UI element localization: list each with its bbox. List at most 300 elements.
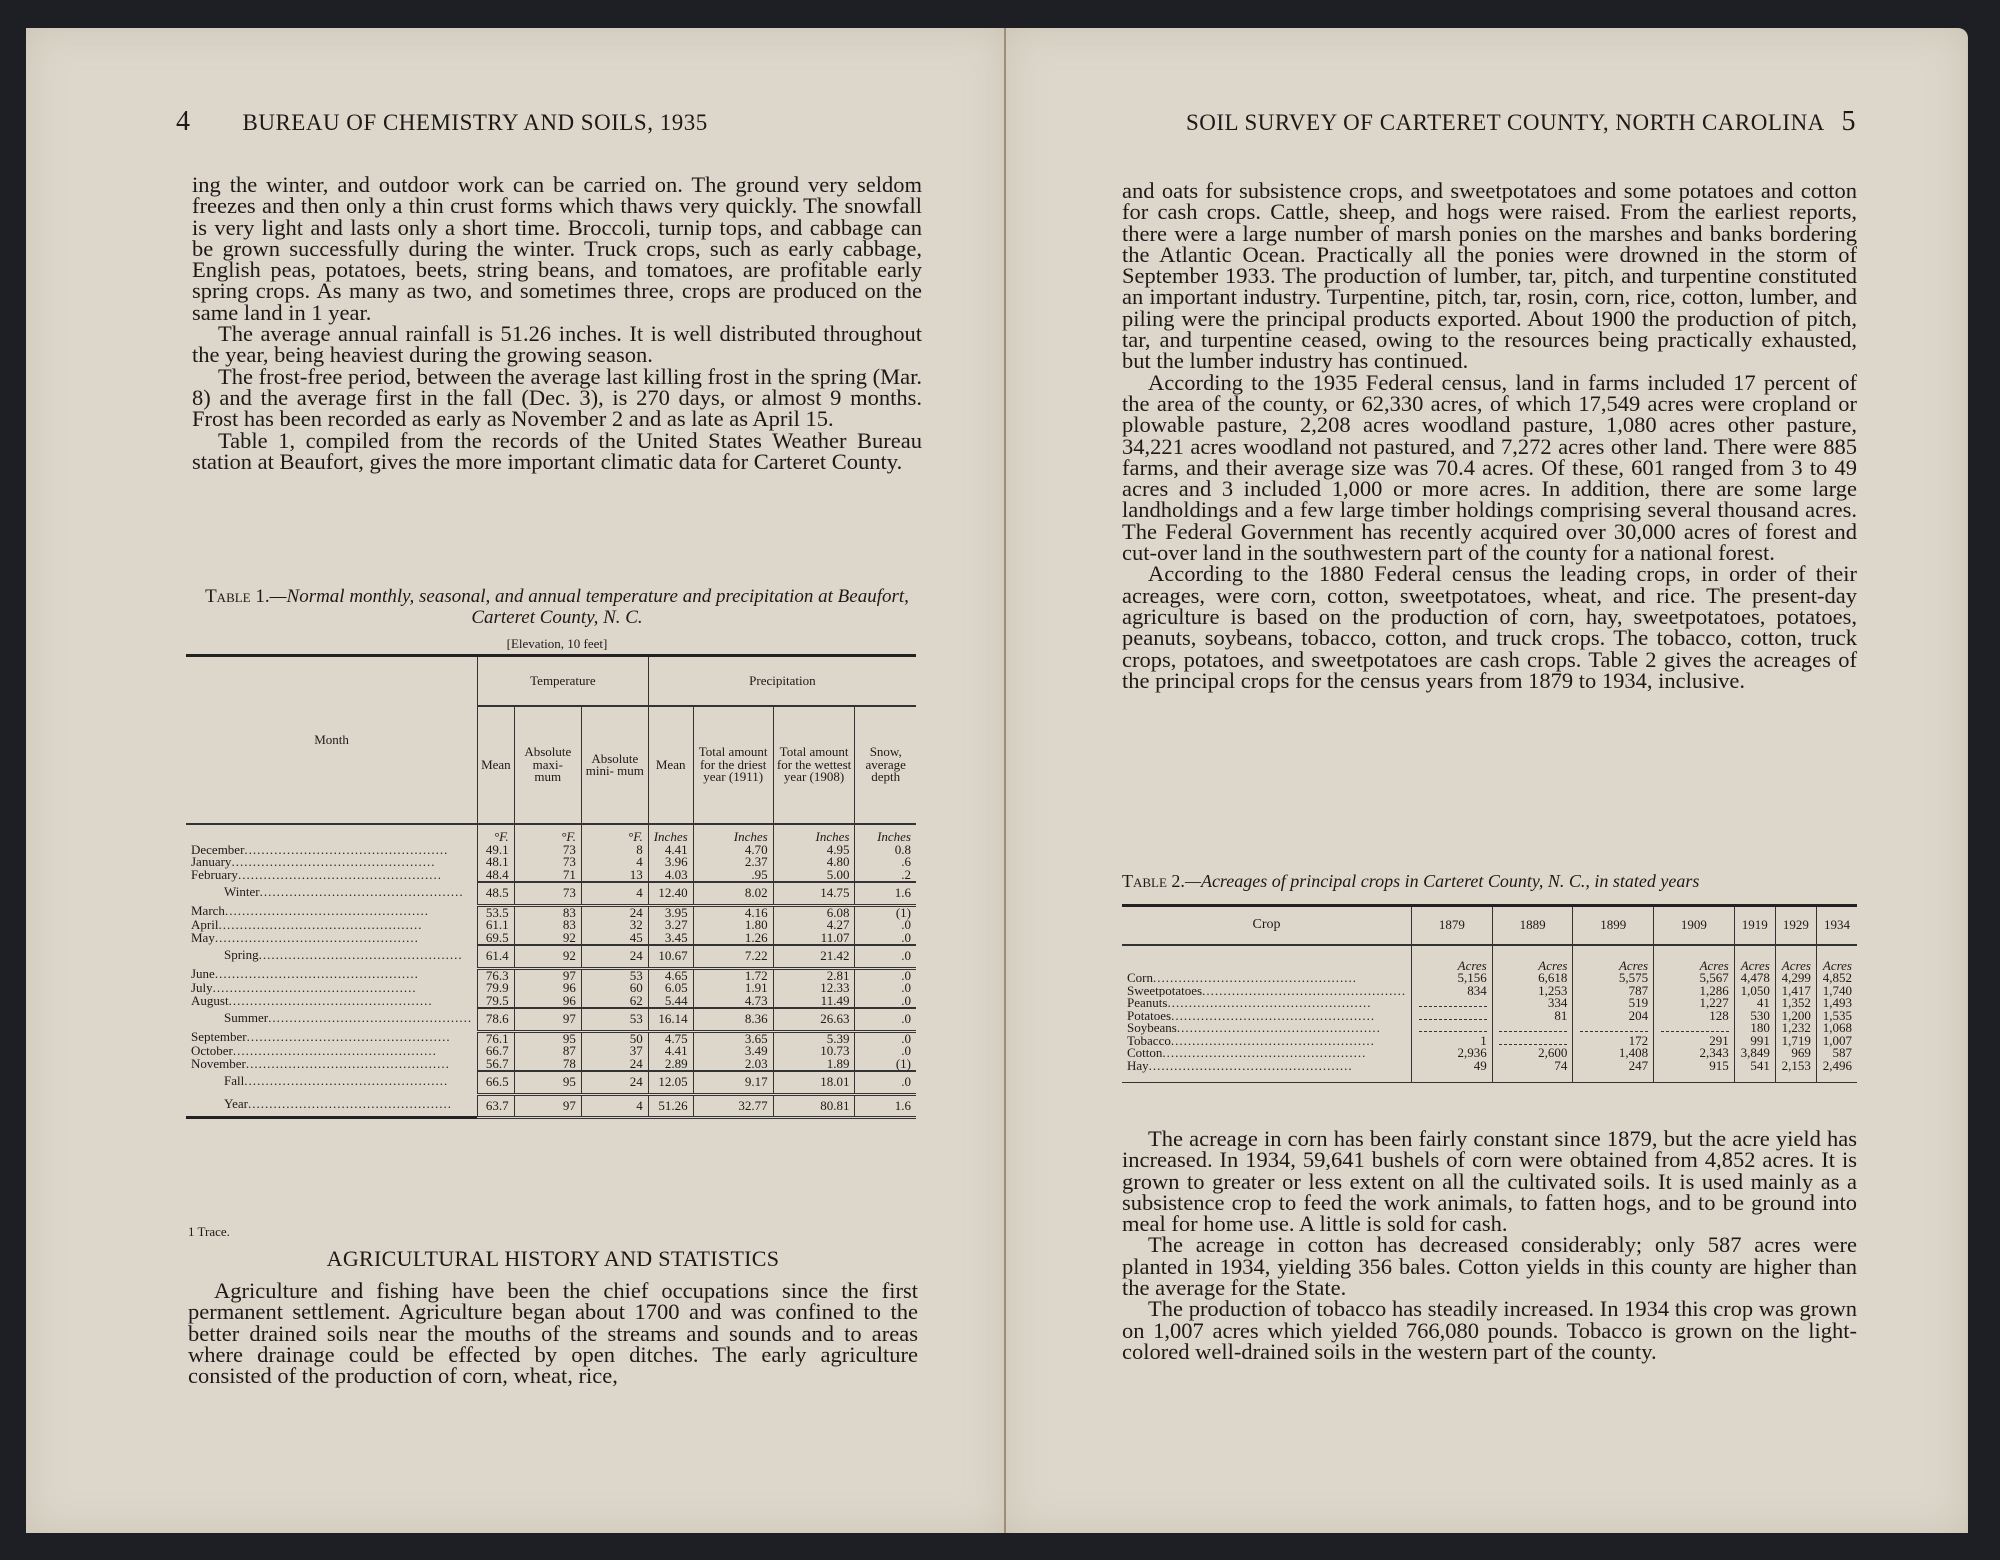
running-head-title: SOIL SURVEY OF CARTERET COUNTY, NORTH CAROLINA <box>1186 110 1825 135</box>
running-head-right <box>1186 106 1856 138</box>
acreage-cell: 834 <box>1412 985 1493 998</box>
acreage-cell: 969 <box>1775 1047 1816 1060</box>
value-cell: 56.7 <box>478 1058 515 1072</box>
value-cell: 10.67 <box>648 945 693 968</box>
col-header: Mean <box>478 706 515 824</box>
value-cell: 13 <box>581 869 648 883</box>
value-cell: 53.5 <box>478 905 515 919</box>
value-cell: 8.36 <box>693 1008 773 1031</box>
value-cell: 76.1 <box>478 1031 515 1045</box>
acreage-cell: 1,535 <box>1816 1010 1857 1023</box>
leader-dots <box>248 1096 452 1111</box>
value-cell: 4.03 <box>648 869 693 883</box>
value-cell: 24 <box>581 1058 648 1072</box>
value-cell: .95 <box>693 869 773 883</box>
value-cell: 4 <box>581 882 648 905</box>
value-cell: 3.95 <box>648 905 693 919</box>
crop-name: Hay <box>1127 1059 1149 1073</box>
acreage-cell: 1,352 <box>1775 997 1816 1010</box>
value-cell: 2.37 <box>693 856 773 869</box>
month-row <box>186 869 916 883</box>
value-cell: 1.91 <box>693 982 773 995</box>
value-cell: 11.49 <box>773 995 855 1009</box>
season-row <box>186 1008 916 1031</box>
leader-dots <box>246 1058 450 1071</box>
month-row <box>186 1058 916 1072</box>
value-cell: 73 <box>514 882 581 905</box>
acreage-cell: 3,849 <box>1734 1047 1775 1060</box>
row-label-text: Fall <box>224 1073 245 1088</box>
crop-row <box>1122 1010 1857 1023</box>
value-cell: 79.9 <box>478 982 515 995</box>
value-cell: 95 <box>514 1031 581 1045</box>
col-header: Mean <box>648 706 693 824</box>
value-cell: 3.96 <box>648 856 693 869</box>
table1-subcaption: [Elevation, 10 feet] <box>506 636 608 651</box>
month-row <box>186 905 916 919</box>
season-row <box>186 945 916 968</box>
acreage-cell: 204 <box>1573 1010 1654 1023</box>
crop-name: Sweetpotatoes <box>1127 984 1203 997</box>
value-cell: 6.08 <box>773 905 855 919</box>
acreage-cell: 2,153 <box>1775 1060 1816 1083</box>
row-label <box>186 1071 478 1094</box>
value-cell: 79.5 <box>478 995 515 1009</box>
leader-dots <box>1202 985 1406 998</box>
unit-cell: Acres <box>1654 945 1735 973</box>
month-row <box>186 968 916 982</box>
units-row <box>1122 945 1857 973</box>
month-row <box>186 856 916 869</box>
leader-dots <box>1153 972 1357 985</box>
unit-cell: Acres <box>1412 945 1493 973</box>
left-page <box>26 28 1006 1533</box>
value-cell: 14.75 <box>773 882 855 905</box>
value-cell: 16.14 <box>648 1008 693 1031</box>
table1-label: Table 1. <box>205 586 270 607</box>
col-header-crop: Crop <box>1122 906 1412 945</box>
paragraph: The acreage in corn has been fairly constant since 1879, but the acre yield has increased. In 1934, 59,641 bushels of corn were obtained from 4,852 acres. It is grown to greater or less extent on all the cultivated soils. It is used mainly as a subsistence crop to feed the work animals, to fatten hogs, and to be ground into meal for home use. A little is sold for cash. <box>1122 1126 1857 1237</box>
crop-row <box>1122 1022 1857 1035</box>
col-header-year: 1929 <box>1775 906 1816 945</box>
col-header-year: 1919 <box>1734 906 1775 945</box>
value-cell: 48.4 <box>478 869 515 883</box>
acreage-cell: 1,286 <box>1654 985 1735 998</box>
value-cell: 97 <box>514 1094 581 1118</box>
row-label <box>186 1058 478 1072</box>
crop-label <box>1122 997 1412 1010</box>
value-cell: 26.63 <box>773 1008 855 1031</box>
left-body-text <box>192 174 922 472</box>
acreage-cell: 519 <box>1573 997 1654 1010</box>
crop-label <box>1122 985 1412 998</box>
value-cell: 73 <box>514 844 581 857</box>
value-cell: 62 <box>581 995 648 1009</box>
paragraph: The frost-free period, between the average last killing frost in the spring (Mar. 8) and the average first in the fall (Dec. 3), is 270 days, or almost 9 months. Frost has been recorded as early as November 2 and as late as April 15. <box>192 363 922 432</box>
month-row <box>186 982 916 995</box>
value-cell: 95 <box>514 1071 581 1094</box>
season-row <box>186 1071 916 1094</box>
acreage-cell: 6,618 <box>1492 972 1573 985</box>
value-cell: 9.17 <box>693 1071 773 1094</box>
unit-cell: Acres <box>1573 945 1654 973</box>
crop-name: Cotton <box>1127 1047 1163 1060</box>
value-cell: 53 <box>581 1008 648 1031</box>
leader-dots <box>1171 1035 1375 1048</box>
leader-dots <box>259 947 463 962</box>
leader-dots <box>1167 997 1371 1010</box>
table2-title: —Acreages of principal crops in Carteret County, N. C., in stated years <box>1184 871 1700 891</box>
leader-dots <box>247 1031 451 1044</box>
value-cell: 18.01 <box>773 1071 855 1094</box>
value-cell: 92 <box>514 945 581 968</box>
value-cell: .0 <box>855 995 916 1009</box>
month-row <box>186 932 916 946</box>
paragraph: According to the 1880 Federal census the leading crops, in order of their acreages, were corn, cotton, sweetpotatoes, wheat, and rice. The present-day agriculture is based on the production of corn, hay, sweetpotatoes, potatoes, peanuts, soybeans, tobacco, cotton, and truck crops. The tobacco, cotton, truck crops, potatoes, and sweetpotatoes are cash crops. Table 2 gives the acreages of the principal crops for the census years from 1879 to 1934, inclusive. <box>1122 561 1857 693</box>
season-row <box>186 882 916 905</box>
acreage-cell: 1,227 <box>1654 997 1735 1010</box>
value-cell: 96 <box>514 982 581 995</box>
value-cell: 7.22 <box>693 945 773 968</box>
value-cell: 3.27 <box>648 919 693 932</box>
acreage-cell: 2,496 <box>1816 1060 1857 1083</box>
acreage-cell: 172 <box>1573 1035 1654 1048</box>
leader-dots <box>1162 1047 1366 1060</box>
month-row <box>186 844 916 857</box>
value-cell: .0 <box>855 932 916 946</box>
crop-label <box>1122 1060 1412 1083</box>
acreage-cell <box>1492 1022 1573 1035</box>
crop-label <box>1122 1010 1412 1023</box>
acreage-cell: 1 <box>1412 1035 1493 1048</box>
page-number: 4 <box>176 106 191 137</box>
value-cell: 3.45 <box>648 932 693 946</box>
value-cell: 8.02 <box>693 882 773 905</box>
crop-name: Tobacco <box>1127 1034 1171 1047</box>
value-cell: 61.1 <box>478 919 515 932</box>
acreage-cell: 1,719 <box>1775 1035 1816 1048</box>
value-cell: .0 <box>855 982 916 995</box>
value-cell: 4 <box>581 1094 648 1118</box>
value-cell: 32 <box>581 919 648 932</box>
leader-dots <box>1177 1022 1381 1035</box>
value-cell: 1.89 <box>773 1058 855 1072</box>
units-label <box>1122 945 1412 973</box>
table1-caption <box>192 586 922 628</box>
row-label-text: September <box>191 1031 247 1044</box>
value-cell: 6.05 <box>648 982 693 995</box>
col-header-year: 1934 <box>1816 906 1857 945</box>
value-cell: 87 <box>514 1045 581 1058</box>
row-label-text: August <box>191 994 229 1008</box>
right-body-text <box>1122 180 1857 691</box>
value-cell: 80.81 <box>773 1094 855 1118</box>
unit-cell: °F. <box>581 824 648 844</box>
year-row <box>186 1094 916 1118</box>
paragraph: Agriculture and fishing have been the chief occupations since the first permanent settlement. Agriculture began about 1700 and was confined to the better drained soils near the mouths of the streams and sounds and to areas where drainage could be effected by open ditches. The early agriculture consisted of the production of corn, wheat, rice, <box>188 1278 918 1389</box>
acreage-cell: 587 <box>1816 1047 1857 1060</box>
acreage-cell <box>1412 997 1493 1010</box>
acreage-cell: 291 <box>1654 1035 1735 1048</box>
row-label-text: March <box>191 905 225 918</box>
value-cell: 73 <box>514 856 581 869</box>
crop-row <box>1122 1060 1857 1083</box>
row-label <box>186 968 478 982</box>
units-row <box>186 824 916 844</box>
acreage-cell: 5,156 <box>1412 972 1493 985</box>
leader-dots <box>225 905 429 918</box>
value-cell: 4.65 <box>648 968 693 982</box>
acreage-cell: 1,253 <box>1492 985 1573 998</box>
row-label <box>186 982 478 995</box>
acreage-cell: 1,408 <box>1573 1047 1654 1060</box>
value-cell: 63.7 <box>478 1094 515 1118</box>
value-cell: 2.89 <box>648 1058 693 1072</box>
leader-dots <box>215 968 419 981</box>
value-cell: 71 <box>514 869 581 883</box>
value-cell: .0 <box>855 968 916 982</box>
value-cell: 97 <box>514 1008 581 1031</box>
acreage-cell: 49 <box>1412 1060 1493 1083</box>
value-cell: 4.95 <box>773 844 855 857</box>
crop-label <box>1122 972 1412 985</box>
month-row <box>186 1045 916 1058</box>
paragraph: Table 1, compiled from the records of the United States Weather Bureau station at Beaufort, gives the more important climatic data for Carteret County. <box>192 427 922 474</box>
value-cell: 53 <box>581 968 648 982</box>
row-label-text: February <box>191 868 238 882</box>
acreage-cell: 991 <box>1734 1035 1775 1048</box>
value-cell: .0 <box>855 1031 916 1045</box>
paragraph: The production of tobacco has steadily increased. In 1934 this crop was grown on 1,007 acres which yielded 766,080 pounds. Tobacco is grown on the light-colored well-drained soils in the western part of the county. <box>1122 1296 1857 1364</box>
crop-name: Corn <box>1127 972 1153 985</box>
value-cell: 66.5 <box>478 1071 515 1094</box>
paragraph: ing the winter, and outdoor work can be carried on. The ground very seldom freezes and then only a thin crust forms which thaws very quickly. The snowfall is very light and lasts only a short time. Broccoli, turnip tops, and cabbage can be grown successfully during the winter. Truck crops, such as early cabbage, English peas, potatoes, beets, string beans, and tomatoes, are profitable early spring crops. As many as two, and sometimes three, crops are produced on the same land in 1 year. <box>192 172 922 325</box>
acreage-cell: 1,050 <box>1734 985 1775 998</box>
value-cell: 50 <box>581 1031 648 1045</box>
value-cell: (1) <box>855 1058 916 1072</box>
value-cell: 96 <box>514 995 581 1009</box>
acreage-cell: 4,852 <box>1816 972 1857 985</box>
leader-dots <box>244 1073 448 1088</box>
value-cell: 24 <box>581 905 648 919</box>
leader-dots <box>218 919 422 932</box>
row-label <box>186 995 478 1009</box>
value-cell: 11.07 <box>773 932 855 946</box>
acreage-cell: 1,232 <box>1775 1022 1816 1035</box>
leader-dots <box>244 844 448 857</box>
col-header-year: 1889 <box>1492 906 1573 945</box>
value-cell: 4.75 <box>648 1031 693 1045</box>
col-header-year: 1909 <box>1654 906 1735 945</box>
value-cell: 5.39 <box>773 1031 855 1045</box>
row-label-text: Year <box>224 1096 248 1111</box>
value-cell: 83 <box>514 905 581 919</box>
col-header: Absolute maxi- mum <box>514 706 581 824</box>
acreage-cell: 2,343 <box>1654 1047 1735 1060</box>
leader-dots <box>215 932 419 945</box>
row-label-text: July <box>191 982 213 995</box>
acreage-cell <box>1412 1010 1493 1023</box>
section-heading: AGRICULTURAL HISTORY AND STATISTICS <box>326 1246 780 1271</box>
table2-label: Table 2. <box>1122 871 1185 891</box>
value-cell: 4.41 <box>648 844 693 857</box>
value-cell: 48.1 <box>478 856 515 869</box>
no-data-dash <box>1580 1023 1648 1032</box>
value-cell: 1.6 <box>855 882 916 905</box>
table1-title: —Normal monthly, seasonal, and annual temperature and precipitation at Beaufort, Carteret County, N. C. <box>269 586 909 628</box>
unit-cell: Acres <box>1492 945 1573 973</box>
value-cell: 78 <box>514 1058 581 1072</box>
no-data-dash <box>1419 998 1487 1007</box>
row-label <box>186 1008 478 1031</box>
value-cell: 8 <box>581 844 648 857</box>
acreage-cell: 530 <box>1734 1010 1775 1023</box>
acreage-cell: 915 <box>1654 1060 1735 1083</box>
unit-cell: Inches <box>773 824 855 844</box>
acreage-cell: 81 <box>1492 1010 1573 1023</box>
acreage-cell: 41 <box>1734 997 1775 1010</box>
value-cell: 66.7 <box>478 1045 515 1058</box>
value-cell: 2.03 <box>693 1058 773 1072</box>
value-cell: 12.40 <box>648 882 693 905</box>
acreage-cell: 5,567 <box>1654 972 1735 985</box>
value-cell: 4.70 <box>693 844 773 857</box>
value-cell: 48.5 <box>478 882 515 905</box>
month-row <box>186 1031 916 1045</box>
value-cell: 4 <box>581 856 648 869</box>
row-label <box>186 919 478 932</box>
acreage-cell: 4,478 <box>1734 972 1775 985</box>
leader-dots <box>260 884 464 899</box>
no-data-dash <box>1499 1036 1567 1045</box>
crop-row <box>1122 1047 1857 1060</box>
row-label <box>186 1031 478 1045</box>
row-label <box>186 932 478 946</box>
row-label <box>186 882 478 905</box>
value-cell: 97 <box>514 968 581 982</box>
row-label <box>186 844 478 857</box>
value-cell: 32.77 <box>693 1094 773 1118</box>
acreage-cell: 2,600 <box>1492 1047 1573 1060</box>
value-cell: .6 <box>855 856 916 869</box>
leader-dots <box>213 982 417 995</box>
row-label-text: October <box>191 1045 233 1058</box>
acreage-cell: 1,417 <box>1775 985 1816 998</box>
row-label <box>186 856 478 869</box>
leader-dots <box>238 869 442 882</box>
no-data-dash <box>1419 1011 1487 1020</box>
no-data-dash <box>1661 1023 1729 1032</box>
table1-climate <box>186 654 916 1119</box>
value-cell: 51.26 <box>648 1094 693 1118</box>
crop-label <box>1122 1047 1412 1060</box>
acreage-cell: 128 <box>1654 1010 1735 1023</box>
unit-cell: Acres <box>1816 945 1857 973</box>
acreage-cell: 5,575 <box>1573 972 1654 985</box>
value-cell: (1) <box>855 905 916 919</box>
unit-cell: Inches <box>855 824 916 844</box>
paragraph: The average annual rainfall is 51.26 inches. It is well distributed throughout the year, being heaviest during the growing season. <box>192 321 922 368</box>
unit-cell: Acres <box>1734 945 1775 973</box>
acreage-cell: 541 <box>1734 1060 1775 1083</box>
value-cell: 12.33 <box>773 982 855 995</box>
row-label-text: May <box>191 931 215 945</box>
value-cell: 4.80 <box>773 856 855 869</box>
acreage-cell: 1,493 <box>1816 997 1857 1010</box>
value-cell: 1.72 <box>693 968 773 982</box>
value-cell: 45 <box>581 932 648 946</box>
value-cell: .0 <box>855 919 916 932</box>
leader-dots <box>231 856 435 869</box>
value-cell: 12.05 <box>648 1071 693 1094</box>
acreage-cell: 334 <box>1492 997 1573 1010</box>
unit-cell: °F. <box>514 824 581 844</box>
row-label-text: December <box>191 843 245 856</box>
unit-cell: Inches <box>648 824 693 844</box>
paragraph: and oats for subsistence crops, and sweetpotatoes and some potatoes and cotton for cash crops. Cattle, sheep, and hogs were raised. From the earliest reports, there were a large number of marsh ponies on the marshes and banks bordering the Atlantic Ocean. Practically all the ponies were drowned in the storm of September 1933. The production of lumber, tar, pitch, and turpentine constituted an important industry. Turpentine, pitch, tar, rosin, corn, rice, cotton, lumber, and piling were the principal products exported. About 1900 the production of pitch, tar, and turpentine ceased, owing to the resources being practically exhausted, but the lumber industry has continued. <box>1122 178 1857 374</box>
table2-crop-acreages <box>1122 904 1857 1083</box>
row-label-text: Summer <box>224 1010 269 1025</box>
no-data-dash <box>1419 1023 1487 1032</box>
running-head-left <box>176 106 926 138</box>
row-label-text: June <box>191 968 215 981</box>
crop-name: Soybeans <box>1127 1022 1177 1035</box>
no-data-dash <box>1499 1023 1567 1032</box>
crop-name: Peanuts <box>1127 997 1168 1010</box>
col-header-month: Month <box>186 656 478 825</box>
leader-dots <box>229 995 433 1008</box>
value-cell: 92 <box>514 932 581 946</box>
right-page <box>1006 28 1968 1533</box>
value-cell: 4.73 <box>693 995 773 1009</box>
acreage-cell: 180 <box>1734 1022 1775 1035</box>
month-row <box>186 995 916 1009</box>
row-label <box>186 869 478 883</box>
col-group-temperature: Temperature <box>478 656 649 707</box>
row-label-text: Spring <box>224 947 259 962</box>
acreage-cell: 1,740 <box>1816 985 1857 998</box>
right-body-text-bottom <box>1122 1128 1857 1362</box>
value-cell: 4.41 <box>648 1045 693 1058</box>
value-cell: 76.3 <box>478 968 515 982</box>
row-label-text: November <box>191 1057 246 1071</box>
value-cell: 61.4 <box>478 945 515 968</box>
page-number: 5 <box>1841 106 1856 137</box>
acreage-cell: 1,200 <box>1775 1010 1816 1023</box>
value-cell: 83 <box>514 919 581 932</box>
value-cell: 60 <box>581 982 648 995</box>
leader-dots <box>268 1010 472 1025</box>
col-header: Total amount for the driest year (1911) <box>693 706 773 824</box>
paragraph: The acreage in cotton has decreased considerably; only 587 acres were planted in 1934, yielding 356 bales. Cotton yields in this county are higher than the average for the State. <box>1122 1232 1857 1301</box>
col-header-year: 1899 <box>1573 906 1654 945</box>
acreage-cell: 74 <box>1492 1060 1573 1083</box>
value-cell: 10.73 <box>773 1045 855 1058</box>
paragraph: According to the 1935 Federal census, land in farms included 17 percent of the area of the county, or 62,330 acres, of which 17,549 acres were cropland or plowable pasture, 2,208 acres woodland pasture, 1,080 acres other pasture, 34,221 acres woodland not pastured, and 7,272 acres other land. There were 885 farms, and their average size was 70.4 acres. Of these, 601 ranged from 3 to 49 acres and 3 included 1,000 or more acres. In addition, there are some large landholdings and a few large timber holdings comprising several thousand acres. The Federal Government has recently acquired over 30,000 acres of forest and cut-over land in the southwestern part of the county for a national forest. <box>1122 369 1857 566</box>
crop-row <box>1122 985 1857 998</box>
running-head-title: BUREAU OF CHEMISTRY AND SOILS, 1935 <box>242 110 708 135</box>
unit-cell: Acres <box>1775 945 1816 973</box>
acreage-cell: 2,936 <box>1412 1047 1493 1060</box>
value-cell: .0 <box>855 1008 916 1031</box>
value-cell: 1.80 <box>693 919 773 932</box>
acreage-cell: 247 <box>1573 1060 1654 1083</box>
value-cell: 49.1 <box>478 844 515 857</box>
table2-caption <box>1122 871 1857 892</box>
col-header-year: 1879 <box>1412 906 1493 945</box>
left-body-text-bottom <box>188 1278 918 1389</box>
crop-name: Potatoes <box>1127 1009 1172 1022</box>
